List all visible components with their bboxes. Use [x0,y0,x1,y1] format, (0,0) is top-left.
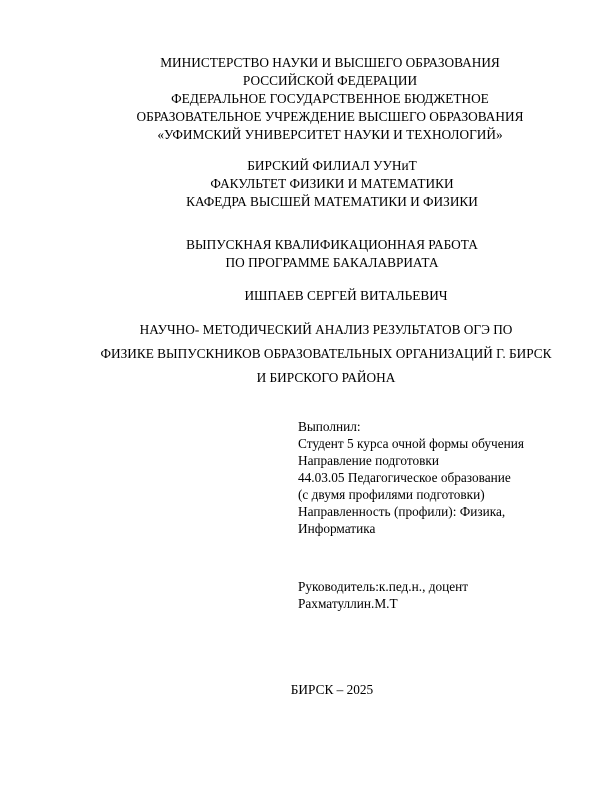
org-line-federation: РОССИЙСКОЙ ФЕДЕРАЦИИ [242,73,418,88]
city-year [26,681,612,699]
thesis-title [20,318,612,390]
org-line-university-name: «УФИМСКИЙ УНИВЕРСИТЕТ НАУКИ И ТЕХНОЛОГИЙ» [157,127,503,142]
performer-direction-label: Направление подготовки [298,453,439,468]
work-type-line-2: ПО ПРОГРАММЕ БАКАЛАВРИАТА [225,255,439,270]
branch-header [26,157,612,211]
thesis-title-line-2: ФИЗИКЕ ВЫПУСКНИКОВ ОБРАЗОВАТЕЛЬНЫХ ОРГАНИЗАЦИЙ Г. БИРСК [100,346,552,361]
author-name-text: ИШПАЕВ СЕРГЕЙ ВИТАЛЬЕВИЧ [244,288,448,303]
thesis-title-line-3: И БИРСКОГО РАЙОНА [256,370,396,385]
org-line-educational-institution: ОБРАЗОВАТЕЛЬНОЕ УЧРЕЖДЕНИЕ ВЫСШЕГО ОБРАЗОВАНИЯ [136,109,524,124]
author-name [40,287,612,305]
thesis-title-line-1: НАУЧНО- МЕТОДИЧЕСКИЙ АНАЛИЗ РЕЗУЛЬТАТОВ ОГЭ ПО [139,322,513,337]
performer-info [298,418,524,537]
city-year-text: БИРСК – 2025 [290,682,374,697]
work-type [26,236,612,272]
performer-student: Студент 5 курса очной формы обучения [298,436,524,451]
performer-profiles-note: (с двумя профилями подготовки) [298,487,485,502]
supervisor-name: Рахматуллин.М.Т [298,596,398,611]
supervisor-title: Руководитель:к.пед.н., доцент [298,579,469,594]
org-line-federal-budget: ФЕДЕРАЛЬНОЕ ГОСУДАРСТВЕННОЕ БЮДЖЕТНОЕ [171,91,489,106]
branch-line-department: КАФЕДРА ВЫСШЕЙ МАТЕМАТИКИ И ФИЗИКИ [186,194,478,209]
performer-direction-code: 44.03.05 Педагогическое образование [298,470,511,485]
performer-orientation-cont: Информатика [298,521,376,536]
branch-line-branch: БИРСКИЙ ФИЛИАЛ УУНиТ [247,158,417,173]
work-type-line-1: ВЫПУСКНАЯ КВАЛИФИКАЦИОННАЯ РАБОТА [186,237,478,252]
performer-orientation: Направленность (профили): Физика, [298,504,506,519]
performer-label: Выполнил: [298,419,361,434]
organization-header [24,54,612,144]
branch-line-faculty: ФАКУЛЬТЕТ ФИЗИКИ И МАТЕМАТИКИ [210,176,454,191]
org-line-ministry: МИНИСТЕРСТВО НАУКИ И ВЫСШЕГО ОБРАЗОВАНИЯ [160,55,500,70]
supervisor-info [298,578,468,612]
